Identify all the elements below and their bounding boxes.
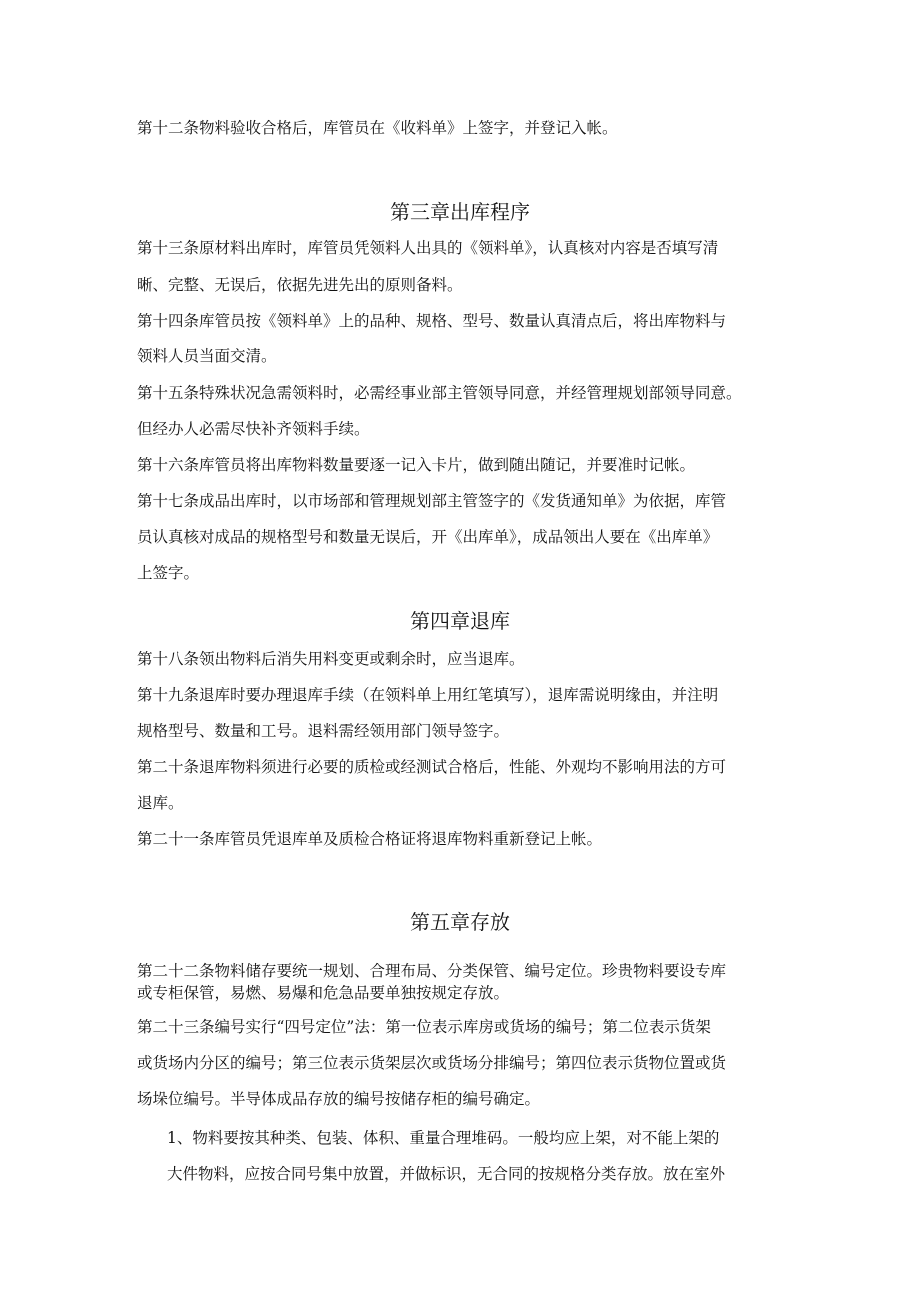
article-15-line-2: 但经办人必需尽快补齐领料手续。 xyxy=(137,420,370,438)
chapter-3-heading: 第三章出库程序 xyxy=(390,200,530,224)
article-20-line-2: 退库。 xyxy=(137,794,184,812)
article-14-line-2: 领料人员当面交清。 xyxy=(137,347,277,365)
article-23-line-1: 第二十三条编号实行“四号定位”法：第一位表示库房或货场的编号；第二位表示货架 xyxy=(137,1018,711,1036)
article-23-line-3: 场垛位编号。半导体成品存放的编号按储存柜的编号确定。 xyxy=(137,1090,541,1108)
article-16-line-1: 第十六条库管员将出库物料数量要逐一记入卡片，做到随出随记，并要准时记帐。 xyxy=(137,456,696,474)
item-1-line-1: 1、物料要按其种类、包装、体积、重量合理堆码。一般均应上架，对不能上架的 xyxy=(167,1129,720,1147)
article-17-line-3: 上签字。 xyxy=(137,564,200,582)
article-17-line-1: 第十七条成品出库时，以市场部和管理规划部主管签字的《发货通知单》为依据，库管 xyxy=(137,492,727,510)
article-13-line-2: 晰、完整、无误后，依据先进先出的原则备料。 xyxy=(137,276,463,294)
article-12-line-1: 第十二条物料验收合格后，库管员在《收料单》上签字，并登记入帐。 xyxy=(137,119,618,137)
article-21-line-1: 第二十一条库管员凭退库单及质检合格证将退库物料重新登记上帐。 xyxy=(137,830,603,848)
article-19-line-1: 第十九条退库时要办理退库手续（在领料单上用红笔填写），退库需说明缘由，并注明 xyxy=(137,686,719,704)
item-1-line-2: 大件物料，应按合同号集中放置，并做标识，无合同的按规格分类存放。放在室外 xyxy=(167,1165,726,1183)
chapter-5-heading: 第五章存放 xyxy=(410,910,510,934)
article-23-line-2: 或货场内分区的编号；第三位表示货架层次或货场分排编号；第四位表示货物位置或货 xyxy=(137,1054,727,1072)
article-22-line-1: 第二十二条物料储存要统一规划、合理布局、分类保管、编号定位。珍贵物料要设专库 xyxy=(137,962,727,980)
article-18-line-1: 第十八条领出物料后消失用料变更或剩余时，应当退库。 xyxy=(137,650,525,668)
chapter-4-heading: 第四章退库 xyxy=(410,609,510,633)
article-15-line-1: 第十五条特殊状况急需领料时，必需经事业部主管领导同意，并经管理规划部领导同意。 xyxy=(137,384,742,402)
article-20-line-1: 第二十条退库物料须进行必要的质检或经测试合格后，性能、外观均不影响用法的方可 xyxy=(137,758,727,776)
article-17-line-2: 员认真核对成品的规格型号和数量无误后，开《出库单》，成品领出人要在《出库单》 xyxy=(137,528,719,546)
article-22-line-2: 或专柜保管，易燃、易爆和危急品要单独按规定存放。 xyxy=(137,984,510,1002)
article-14-line-1: 第十四条库管员按《领料单》上的品种、规格、型号、数量认真清点后，将出库物料与 xyxy=(137,312,727,330)
article-19-line-2: 规格型号、数量和工号。退料需经领用部门领导签字。 xyxy=(137,722,510,740)
article-13-line-1: 第十三条原材料出库时，库管员凭领料人出具的《领料单》，认真核对内容是否填写清 xyxy=(137,239,719,257)
